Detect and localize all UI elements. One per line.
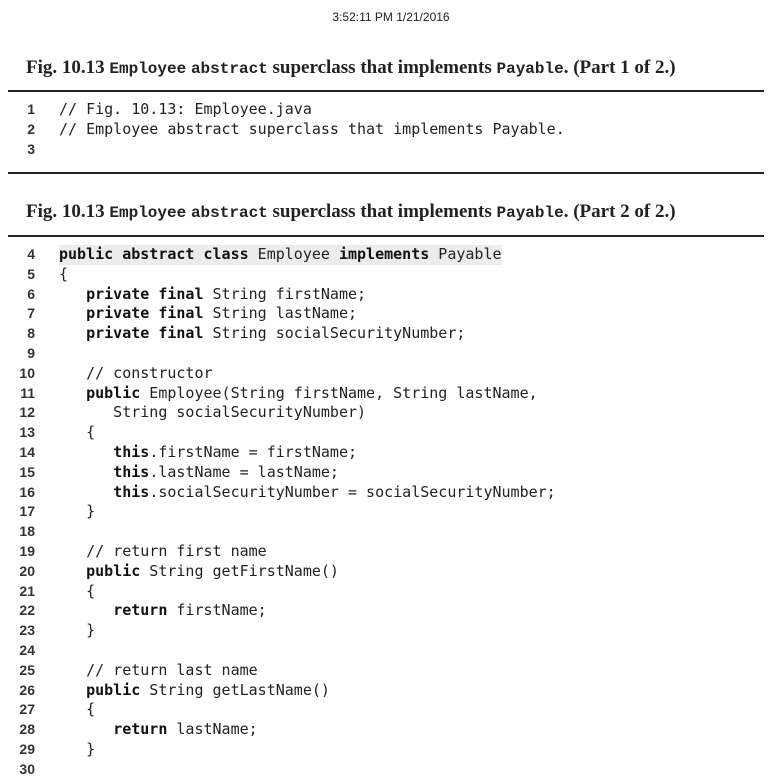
code-text [59, 621, 95, 641]
code-text [59, 285, 366, 305]
code-segment [59, 463, 113, 481]
line-number: 13 [19, 424, 35, 441]
caption-class-name: Employee [109, 60, 187, 78]
code-line [0, 562, 782, 582]
code-segment: // constructor [59, 363, 213, 382]
code-line [0, 324, 782, 344]
code-segment: String getLastName() [140, 680, 330, 699]
line-number: 16 [19, 483, 35, 500]
code-text [59, 120, 565, 140]
line-number: 18 [19, 523, 35, 540]
caption-interface-name: Payable [496, 60, 564, 78]
line-number: 21 [19, 582, 35, 599]
code-text [59, 423, 95, 443]
code-text [59, 681, 330, 701]
code-segment: String lastName; [203, 304, 358, 323]
line-number: 1 [27, 101, 35, 117]
line-number: 30 [19, 760, 35, 777]
line-number: 26 [19, 681, 35, 698]
code-segment: firstName; [167, 601, 267, 620]
line-number: 7 [27, 305, 35, 322]
code-segment: { [59, 700, 96, 719]
code-line [0, 443, 782, 463]
line-number: 4 [27, 246, 35, 262]
line-number: 8 [27, 325, 35, 342]
code-line [0, 344, 782, 364]
code-line [0, 582, 782, 602]
code-line [0, 740, 782, 760]
code-keyword: public [86, 680, 141, 699]
code-segment [59, 285, 86, 303]
caption-modifier: abstract [190, 204, 268, 222]
line-number: 12 [19, 404, 35, 421]
code-segment [59, 720, 113, 738]
line-number: 11 [20, 384, 35, 401]
line-number: 14 [19, 443, 35, 460]
code-segment: { [59, 581, 96, 600]
caption-figure-number: Fig. 10.13 [26, 201, 110, 222]
code-line [0, 100, 782, 120]
code-text [59, 463, 339, 483]
code-keyword: private final [86, 324, 204, 343]
code-keyword: this [113, 442, 150, 461]
code-text [59, 740, 95, 760]
caption-description: superclass that implements [267, 201, 497, 222]
code-keyword: public [86, 383, 141, 402]
code-segment [59, 384, 86, 402]
caption-part-label: . (Part 1 of 2.) [563, 57, 676, 78]
code-segment [59, 304, 86, 322]
line-number: 5 [27, 265, 35, 282]
code-text [59, 542, 267, 562]
code-line [0, 641, 782, 661]
line-number: 3 [27, 140, 35, 157]
code-line [0, 304, 782, 324]
code-keyword: return [113, 720, 168, 739]
code-keyword: public [86, 561, 141, 580]
figure-caption-part-1 [26, 57, 676, 79]
code-segment: { [59, 264, 69, 283]
code-segment [59, 562, 86, 580]
code-line [0, 285, 782, 305]
code-text [59, 661, 258, 681]
code-text [59, 324, 465, 344]
code-listing-part-1 [0, 100, 782, 159]
code-text [59, 562, 339, 582]
code-segment: // Employee abstract superclass that implements Payable. [59, 119, 565, 138]
code-text [59, 265, 68, 285]
code-segment: // return last name [59, 660, 258, 679]
code-keyword: return [113, 601, 168, 620]
code-segment: } [59, 621, 96, 640]
code-line [0, 120, 782, 140]
code-keyword: public abstract class [59, 245, 249, 263]
line-number: 9 [27, 344, 35, 361]
code-listing-part-2 [0, 245, 782, 780]
code-segment: } [59, 739, 96, 758]
code-text [59, 304, 357, 324]
code-keyword: this [113, 462, 150, 481]
code-segment: } [59, 502, 96, 521]
caption-class-name: Employee [109, 204, 187, 222]
code-line [0, 681, 782, 701]
code-text [59, 443, 357, 463]
code-line [0, 502, 782, 522]
code-line [0, 522, 782, 542]
caption-part-label: . (Part 2 of 2.) [563, 201, 676, 222]
code-line [0, 542, 782, 562]
code-text [59, 601, 267, 621]
code-segment [59, 601, 113, 619]
code-segment: Payable [429, 245, 502, 263]
code-text [59, 403, 366, 423]
line-number: 27 [19, 701, 35, 718]
line-number: 22 [19, 602, 35, 619]
caption-interface-name: Payable [496, 204, 564, 222]
line-number: 23 [19, 622, 35, 639]
code-line [0, 601, 782, 621]
line-number: 28 [19, 721, 35, 738]
code-line [0, 265, 782, 285]
code-segment: // Fig. 10.13: Employee.java [59, 100, 312, 118]
code-segment: .lastName = lastName; [149, 462, 339, 481]
code-text [59, 384, 538, 404]
code-line [0, 245, 782, 265]
line-number: 17 [19, 503, 35, 520]
listing-rule-bottom-1 [8, 172, 764, 174]
code-text [59, 720, 258, 740]
code-text [59, 483, 556, 503]
caption-rule-top-1 [8, 90, 764, 92]
code-line [0, 760, 782, 780]
code-keyword: private final [86, 304, 204, 323]
code-segment: String getFirstName() [140, 561, 339, 580]
code-line [0, 384, 782, 404]
code-line [0, 423, 782, 443]
line-number: 15 [19, 463, 35, 480]
code-keyword: private final [86, 284, 204, 303]
code-segment: String socialSecurityNumber; [203, 324, 466, 343]
code-segment: String socialSecurityNumber) [59, 403, 367, 422]
code-segment [59, 324, 86, 342]
line-number: 19 [19, 542, 35, 559]
code-text [59, 245, 502, 265]
code-segment: { [59, 423, 96, 442]
print-timestamp: 3:52:11 PM 1/21/2016 [332, 10, 450, 24]
code-keyword: implements [338, 245, 430, 263]
code-segment: Employee [248, 245, 339, 263]
code-text [59, 364, 213, 384]
code-line [0, 140, 782, 160]
code-text [59, 582, 95, 602]
caption-description: superclass that implements [267, 57, 497, 78]
figure-caption-part-2 [26, 201, 676, 223]
code-line [0, 720, 782, 740]
code-line [0, 700, 782, 720]
code-segment: .firstName = firstName; [149, 442, 358, 461]
code-segment [59, 681, 86, 699]
line-number: 24 [19, 641, 35, 658]
line-number: 6 [27, 285, 35, 302]
line-number: 29 [19, 740, 35, 757]
code-line [0, 621, 782, 641]
line-number: 2 [27, 120, 35, 137]
code-segment: lastName; [167, 720, 258, 739]
code-text [59, 502, 95, 522]
code-segment: // return first name [59, 541, 267, 560]
code-segment: Employee(String firstName, String lastName, [140, 383, 538, 402]
code-segment [59, 483, 113, 501]
caption-rule-top-2 [8, 235, 764, 237]
line-number: 25 [19, 661, 35, 678]
code-line [0, 483, 782, 503]
line-number: 20 [19, 562, 35, 579]
code-line [0, 463, 782, 483]
code-segment [59, 443, 113, 461]
code-text [59, 100, 312, 120]
code-line [0, 403, 782, 423]
code-text [59, 700, 95, 720]
code-line [0, 661, 782, 681]
caption-figure-number: Fig. 10.13 [26, 57, 110, 78]
line-number: 10 [19, 364, 35, 381]
code-segment: .socialSecurityNumber = socialSecurityNumber; [149, 482, 556, 501]
code-line [0, 364, 782, 384]
code-keyword: this [113, 482, 150, 501]
code-segment: String firstName; [203, 284, 367, 303]
caption-modifier: abstract [190, 60, 268, 78]
